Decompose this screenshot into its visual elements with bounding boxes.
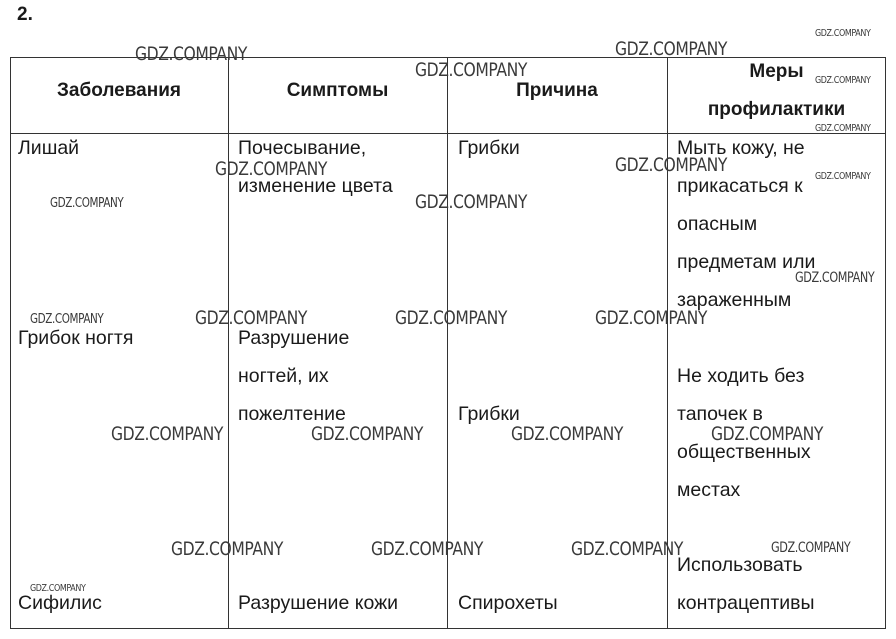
table-cell: контрацептивы bbox=[677, 592, 815, 614]
table-cell: прикасаться к bbox=[677, 175, 803, 197]
watermark: GDZ.COMPANY bbox=[215, 158, 328, 180]
table-cell: пожелтение bbox=[238, 403, 346, 425]
table-cell: тапочек в bbox=[677, 403, 763, 425]
watermark: GDZ.COMPANY bbox=[30, 583, 86, 594]
watermark: GDZ.COMPANY bbox=[415, 191, 528, 213]
table-cell: Грибки bbox=[458, 403, 520, 425]
table-cell: Лишай bbox=[18, 137, 80, 159]
header-cause: Причина bbox=[516, 80, 598, 101]
table-cell: предметам или bbox=[677, 251, 816, 273]
watermark: GDZ.COMPANY bbox=[595, 307, 708, 329]
watermark: GDZ.COMPANY bbox=[195, 307, 308, 329]
header-prevention: профилактики bbox=[707, 99, 846, 120]
watermark: GDZ.COMPANY bbox=[511, 423, 624, 445]
header-symptoms: Симптомы bbox=[286, 80, 389, 101]
table-cell: опасным bbox=[677, 213, 758, 235]
watermark: GDZ.COMPANY bbox=[371, 538, 484, 560]
table-cell: изменение цвета bbox=[238, 175, 393, 197]
watermark: GDZ.COMPANY bbox=[571, 538, 684, 560]
table-cell: Не ходить без bbox=[677, 365, 805, 387]
table-cell: местах bbox=[677, 479, 741, 501]
watermark: GDZ.COMPANY bbox=[395, 307, 508, 329]
header-diseases: Заболевания bbox=[57, 80, 181, 101]
table-cell: Сифилис bbox=[18, 592, 102, 614]
table-cell: Разрушение кожи bbox=[238, 592, 399, 614]
watermark: GDZ.COMPANY bbox=[171, 538, 284, 560]
watermark: GDZ.COMPANY bbox=[795, 270, 875, 286]
task-number: 2. bbox=[17, 4, 33, 25]
table-cell: Использовать bbox=[677, 554, 803, 576]
watermark: GDZ.COMPANY bbox=[815, 75, 871, 86]
watermark: GDZ.COMPANY bbox=[111, 423, 224, 445]
watermark: GDZ.COMPANY bbox=[815, 28, 871, 39]
table-cell: зараженным bbox=[677, 289, 792, 311]
table-cell: Грибки bbox=[458, 137, 520, 159]
watermark: GDZ.COMPANY bbox=[711, 423, 824, 445]
watermark: GDZ.COMPANY bbox=[415, 59, 528, 81]
header-prevention: Меры bbox=[749, 61, 804, 82]
watermark: GDZ.COMPANY bbox=[50, 196, 124, 211]
table-cell: Грибок ногтя bbox=[18, 327, 134, 349]
watermark: GDZ.COMPANY bbox=[311, 423, 424, 445]
table-cell: Мыть кожу, не bbox=[677, 137, 805, 159]
watermark: GDZ.COMPANY bbox=[615, 154, 728, 176]
table-cell: Почесывание, bbox=[238, 137, 367, 159]
table-cell: ногтей, их bbox=[238, 365, 329, 387]
watermark: GDZ.COMPANY bbox=[815, 171, 871, 182]
table-cell: Разрушение bbox=[238, 327, 350, 349]
watermark: GDZ.COMPANY bbox=[30, 312, 104, 327]
table-cell: общественных bbox=[677, 441, 811, 463]
watermark: GDZ.COMPANY bbox=[135, 43, 248, 65]
table-cell: Спирохеты bbox=[458, 592, 558, 614]
watermark: GDZ.COMPANY bbox=[771, 540, 851, 556]
watermark: GDZ.COMPANY bbox=[615, 38, 728, 60]
watermark: GDZ.COMPANY bbox=[815, 123, 871, 134]
